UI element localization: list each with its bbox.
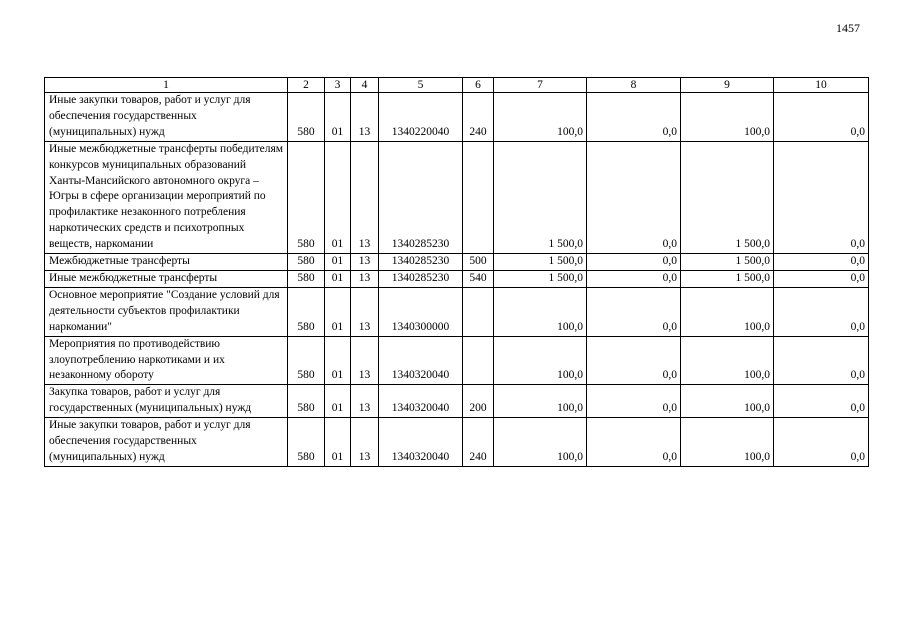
table-row [45, 287, 869, 336]
section-code: 01 [325, 418, 351, 467]
section-code: 01 [325, 270, 351, 287]
amount-col-10: 0,0 [774, 141, 869, 253]
ministry-code: 580 [288, 270, 325, 287]
section-code: 01 [325, 93, 351, 142]
row-name: Основное мероприятие "Создание условий для деятельности субъектов профилактики наркомании" [45, 287, 288, 336]
amount-col-7: 100,0 [494, 93, 587, 142]
table-row [45, 385, 869, 418]
amount-col-9: 100,0 [681, 93, 774, 142]
amount-col-10: 0,0 [774, 270, 869, 287]
ministry-code: 580 [288, 141, 325, 253]
amount-col-8: 0,0 [587, 93, 681, 142]
row-name: Иные межбюджетные трансферты [45, 270, 288, 287]
subsection-code: 13 [351, 287, 379, 336]
budget-table [44, 77, 869, 467]
row-name: Межбюджетные трансферты [45, 254, 288, 271]
table-row [45, 141, 869, 253]
section-code: 01 [325, 254, 351, 271]
subsection-code: 13 [351, 418, 379, 467]
subsection-code: 13 [351, 270, 379, 287]
amount-col-8: 0,0 [587, 385, 681, 418]
expense-type-code: 200 [463, 385, 494, 418]
header-col-7: 7 [494, 78, 587, 93]
expense-type-code [463, 287, 494, 336]
header-col-8: 8 [587, 78, 681, 93]
table-row [45, 418, 869, 467]
amount-col-9: 1 500,0 [681, 254, 774, 271]
expense-type-code: 240 [463, 93, 494, 142]
section-code: 01 [325, 336, 351, 385]
subsection-code: 13 [351, 93, 379, 142]
amount-col-9: 100,0 [681, 385, 774, 418]
expense-type-code: 240 [463, 418, 494, 467]
target-article-code: 1340285230 [379, 270, 463, 287]
target-article-code: 1340320040 [379, 336, 463, 385]
expense-type-code [463, 141, 494, 253]
subsection-code: 13 [351, 385, 379, 418]
target-article-code: 1340285230 [379, 141, 463, 253]
header-col-6: 6 [463, 78, 494, 93]
header-col-9: 9 [681, 78, 774, 93]
header-row [45, 78, 869, 93]
amount-col-10: 0,0 [774, 418, 869, 467]
table-row [45, 254, 869, 271]
amount-col-8: 0,0 [587, 336, 681, 385]
row-name: Иные межбюджетные трансферты победителям конкурсов муниципальных образований Ханты-Мансийского автономного округа – Югры в сфере организации мероприятий по профилактике незаконного потребления наркотических средств и психотропных веществ, наркомании [45, 141, 288, 253]
header-col-4: 4 [351, 78, 379, 93]
table-row [45, 336, 869, 385]
ministry-code: 580 [288, 336, 325, 385]
ministry-code: 580 [288, 418, 325, 467]
expense-type-code [463, 336, 494, 385]
row-name: Закупка товаров, работ и услуг для государственных (муниципальных) нужд [45, 385, 288, 418]
amount-col-7: 1 500,0 [494, 141, 587, 253]
amount-col-7: 100,0 [494, 287, 587, 336]
amount-col-8: 0,0 [587, 287, 681, 336]
expense-type-code: 540 [463, 270, 494, 287]
target-article-code: 1340220040 [379, 93, 463, 142]
page-number: 1457 [836, 21, 860, 35]
amount-col-10: 0,0 [774, 385, 869, 418]
amount-col-7: 100,0 [494, 385, 587, 418]
amount-col-9: 100,0 [681, 287, 774, 336]
amount-col-7: 1 500,0 [494, 254, 587, 271]
row-name: Иные закупки товаров, работ и услуг для обеспечения государственных (муниципальных) нужд [45, 93, 288, 142]
amount-col-7: 1 500,0 [494, 270, 587, 287]
ministry-code: 580 [288, 385, 325, 418]
amount-col-8: 0,0 [587, 141, 681, 253]
target-article-code: 1340320040 [379, 385, 463, 418]
expense-type-code: 500 [463, 254, 494, 271]
target-article-code: 1340285230 [379, 254, 463, 271]
header-col-3: 3 [325, 78, 351, 93]
row-name: Иные закупки товаров, работ и услуг для обеспечения государственных (муниципальных) нужд [45, 418, 288, 467]
subsection-code: 13 [351, 336, 379, 385]
header-col-10: 10 [774, 78, 869, 93]
section-code: 01 [325, 385, 351, 418]
subsection-code: 13 [351, 141, 379, 253]
ministry-code: 580 [288, 254, 325, 271]
amount-col-7: 100,0 [494, 336, 587, 385]
table-row [45, 93, 869, 142]
amount-col-9: 100,0 [681, 418, 774, 467]
amount-col-8: 0,0 [587, 418, 681, 467]
amount-col-7: 100,0 [494, 418, 587, 467]
amount-col-10: 0,0 [774, 336, 869, 385]
target-article-code: 1340320040 [379, 418, 463, 467]
header-col-1: 1 [45, 78, 288, 93]
amount-col-8: 0,0 [587, 254, 681, 271]
amount-col-9: 1 500,0 [681, 141, 774, 253]
ministry-code: 580 [288, 287, 325, 336]
amount-col-10: 0,0 [774, 93, 869, 142]
header-col-5: 5 [379, 78, 463, 93]
subsection-code: 13 [351, 254, 379, 271]
amount-col-8: 0,0 [587, 270, 681, 287]
target-article-code: 1340300000 [379, 287, 463, 336]
section-code: 01 [325, 141, 351, 253]
amount-col-9: 1 500,0 [681, 270, 774, 287]
amount-col-9: 100,0 [681, 336, 774, 385]
header-col-2: 2 [288, 78, 325, 93]
row-name: Мероприятия по противодействию злоупотреблению наркотиками и их незаконному обороту [45, 336, 288, 385]
section-code: 01 [325, 287, 351, 336]
amount-col-10: 0,0 [774, 287, 869, 336]
ministry-code: 580 [288, 93, 325, 142]
table-row [45, 270, 869, 287]
amount-col-10: 0,0 [774, 254, 869, 271]
